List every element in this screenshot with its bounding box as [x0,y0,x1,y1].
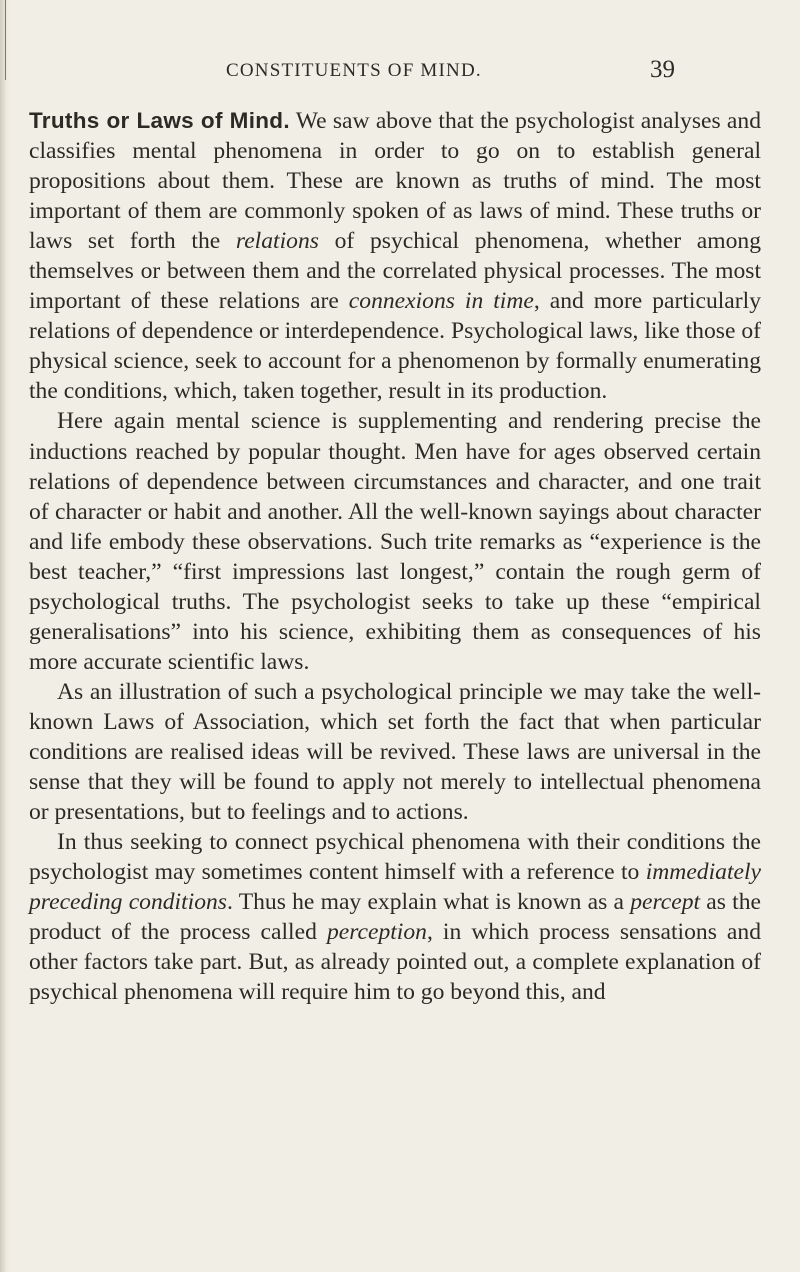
text-segment: In thus seeking to connect psychical phenomena with their conditions the psychologist may sometimes content himself with a reference to [29,829,761,886]
side-heading: Truths or Laws of Mind. [29,108,290,133]
paragraph-truths-or-laws [29,106,761,406]
paragraph-conditions [29,827,761,1007]
text-segment: , and more particularly relations of dependence or interdependence. Psychological laws, like those of physical science, seek to account for a phenomenon by formally enumerating the conditions, which, taken together, result in its production. [29,288,761,405]
text-segment: As an illustration of such a psychological principle we may take the well-known Laws of Association, which set forth the fact that when particular conditions are realised ideas will be revived. These laws are universal in the sense that they will be found to apply not merely to intellectual phenomena or presentations, but to feelings and to actions. [29,678,761,826]
page-edge-shadow [0,0,10,1272]
text-segment: We saw above that the psychologist analyses and classifies mental phenomena in order to go on to establish general propositions about them. These are known as truths of mind. The most important of them are commonly spoken of as laws of mind. These truths or laws set forth the [29,108,761,255]
text-segment: as the product of the process called [29,889,761,946]
italic-term: perception [326,919,427,946]
body-text [29,106,761,1007]
paragraph-mental-science [29,406,761,676]
italic-term: immediately preceding conditions [29,859,761,916]
text-segment: , in which process sensations and other factors take part. But, as already pointed out, a complete explanation of psychical phenomena will require him to go beyond this, and [29,919,761,1006]
italic-term: connexions in time [348,288,534,315]
running-head: CONSTITUENTS OF MIND. [226,60,482,81]
italic-term: percept [630,889,701,916]
text-segment: of psychical phenomena, whether among themselves or between them and the correlated physical processes. The most important of these relations are [29,228,761,315]
italic-term: relations [235,228,319,255]
text-segment: . Thus he may explain what is known as a [227,889,631,916]
paragraph-laws-of-association [29,677,761,827]
page-number: 39 [650,56,675,83]
text-segment: Here again mental science is supplementing and rendering precise the inductions reached by popular thought. Men have for ages observed certain relations of dependence between circumstances and character, and one trait of character or habit and another. All the well-known sayings about character and life embody these observations. Such trite remarks as “experience is the best teacher,” “first impressions last longest,” contain the rough germ of psychological truths. The psychologist seeks to take up these “empirical generalisations” into his science, exhibiting them as consequences of his more accurate scientific laws. [29,408,761,675]
page-header [0,58,800,94]
